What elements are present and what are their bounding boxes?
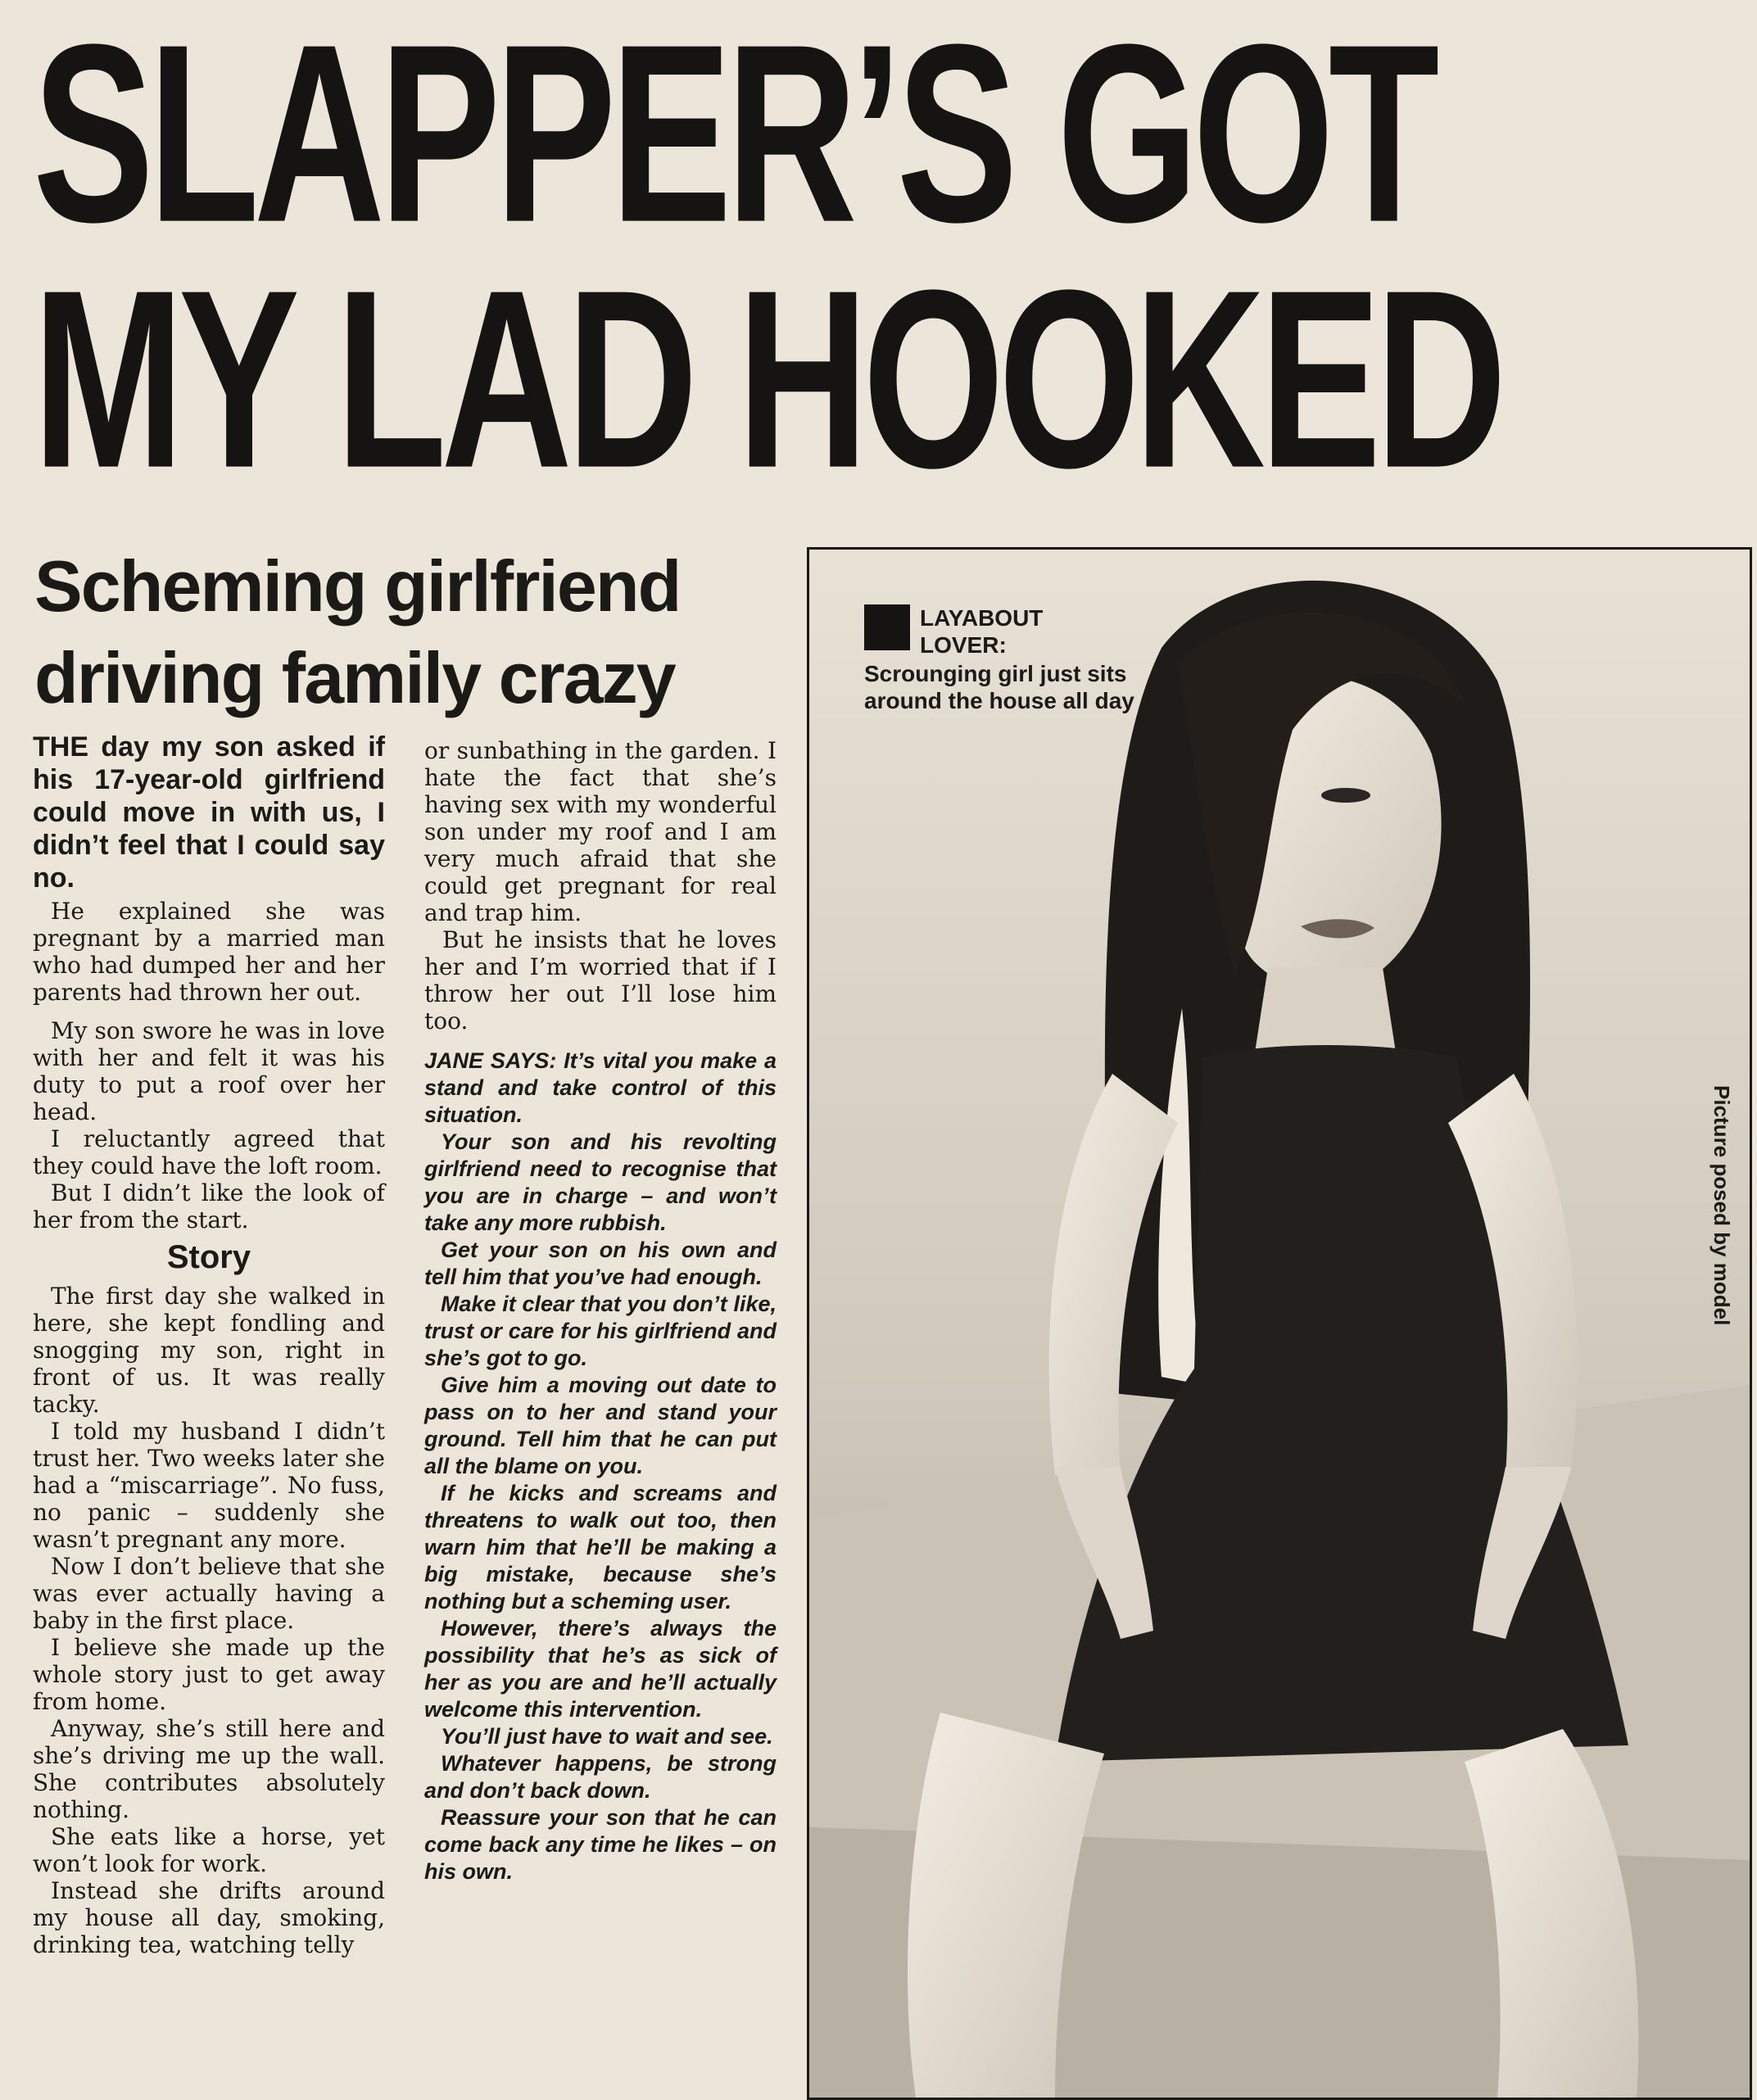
crosshead: Story bbox=[166, 1239, 251, 1275]
caption-label: LAYABOUT LOVER: bbox=[920, 605, 1044, 658]
headline-line-2: MY LAD HOOKED bbox=[33, 236, 1501, 521]
story-paragraph: or sunbathing in the garden. I hate the fact that she’s having sex with my wonderful son under my roof and I am very much afraid that she could get pregnant for real and trap him. bbox=[424, 737, 777, 926]
advice-paragraph: Make it clear that you don’t like, trust or care for his girlfriend and she’s got to go. bbox=[424, 1292, 777, 1370]
story-paragraph: The first day she walked in here, she kept fondling and snogging my son, right in front of us. It was really tacky. bbox=[33, 1283, 385, 1418]
photo-illustration bbox=[809, 550, 1750, 2098]
subheadline-line-1: Scheming girlfriend bbox=[34, 545, 681, 627]
advice-paragraph: Give him a moving out date to pass on to her and stand your ground. Tell him that he can put all the blame on you. bbox=[424, 1373, 777, 1478]
advice-paragraph: Get your son on his own and tell him that you’ve had enough. bbox=[424, 1238, 777, 1289]
headline-line-1: SLAPPER’S GOT bbox=[33, 0, 1434, 275]
story-paragraph: I told my husband I didn’t trust her. Two weeks later she had a “miscarriage”. No fuss, no panic – suddenly she wasn’t pregnant any more. bbox=[33, 1418, 385, 1553]
article-column-2 bbox=[424, 737, 777, 1885]
story-paragraph: Anyway, she’s still here and she’s driving me up the wall. She contributes absolutely nothing. bbox=[33, 1715, 385, 1823]
story-paragraph: Now I don’t believe that she was ever actually having a baby in the first place. bbox=[33, 1553, 385, 1634]
story-paragraph: He explained she was pregnant by a married man who had dumped her and her parents had thrown her out. bbox=[33, 898, 385, 1006]
story-paragraph: I reluctantly agreed that they could have the loft room. bbox=[33, 1125, 385, 1179]
photo-credit: Picture posed by model bbox=[1709, 1085, 1734, 1326]
story-paragraph: My son swore he was in love with her and felt it was his duty to put a roof over her head. bbox=[33, 1017, 385, 1125]
photo-caption bbox=[864, 604, 1134, 714]
advice-paragraph: Whatever happens, be strong and don’t back down. bbox=[424, 1751, 777, 1803]
advice-paragraph: If he kicks and screams and threatens to walk out too, then warn him that he’ll be making a big mistake, because she’s nothing but a scheming user. bbox=[424, 1481, 777, 1613]
advice-paragraph: However, there’s always the possibility that he’s as sick of her as you are and he’ll actually welcome this intervention. bbox=[424, 1616, 777, 1722]
article-column-1 bbox=[33, 731, 385, 1958]
story-paragraph: But I didn’t like the look of her from the start. bbox=[33, 1179, 385, 1233]
caption-text: Scrounging girl just sits around the house all day bbox=[864, 661, 1134, 713]
story-paragraph: I believe she made up the whole story just to get away from home. bbox=[33, 1634, 385, 1715]
photo bbox=[807, 547, 1752, 2100]
subheadline bbox=[34, 541, 788, 724]
advice-paragraph: Your son and his revolting girlfriend need to recognise that you are in charge – and won’t take any more rubbish. bbox=[424, 1129, 777, 1235]
advice-paragraph: Reassure your son that he can come back any time he likes – on his own. bbox=[424, 1805, 777, 1884]
lede-paragraph: THE day my son asked if his 17-year-old girlfriend could move in with us, I didn’t feel that I could say no. bbox=[33, 731, 385, 894]
advice-paragraph: You’ll just have to wait and see. bbox=[441, 1724, 773, 1749]
subheadline-line-2: driving family crazy bbox=[34, 637, 675, 718]
advice-section bbox=[424, 1048, 777, 1885]
story-paragraph: Instead she drifts around my house all day, smoking, drinking tea, watching telly bbox=[33, 1877, 385, 1958]
caption-square-icon bbox=[864, 604, 910, 650]
advice-paragraph: JANE SAYS: It’s vital you make a stand and take control of this situation. bbox=[424, 1048, 777, 1127]
story-paragraph: But he insists that he loves her and I’m worried that if I throw her out I’ll lose him too. bbox=[424, 926, 777, 1034]
story-paragraph: She eats like a horse, yet won’t look for work. bbox=[33, 1823, 385, 1877]
